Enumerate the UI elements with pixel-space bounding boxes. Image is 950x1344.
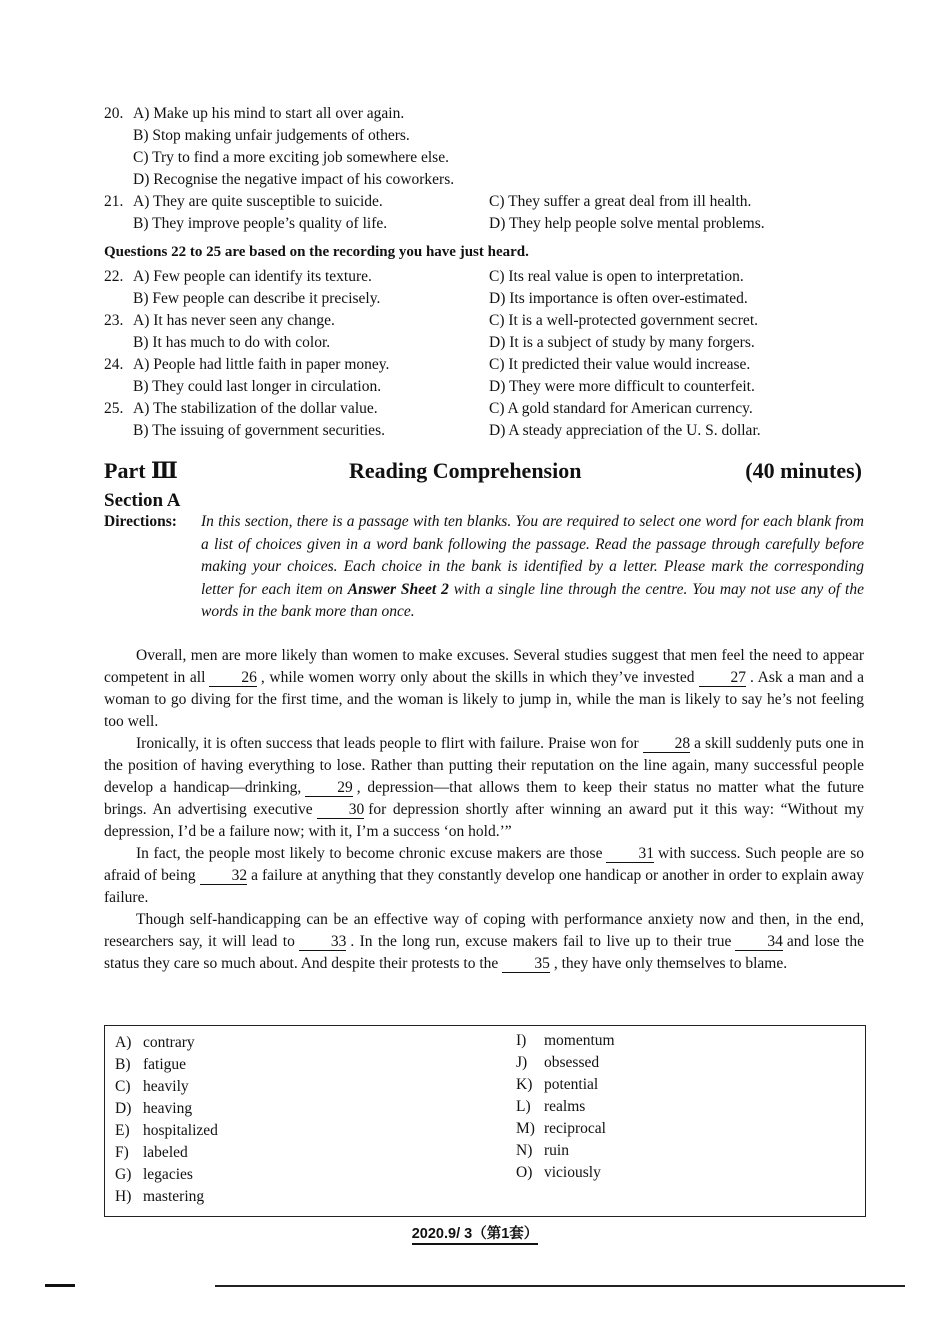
directions bbox=[104, 511, 864, 624]
choice-letter: H) bbox=[115, 1188, 132, 1205]
choice-letter: K) bbox=[516, 1076, 533, 1093]
option-a: A) They are quite susceptible to suicide. bbox=[133, 193, 383, 210]
answer-sheet-ref: Answer Sheet 2 bbox=[347, 580, 449, 598]
choice-letter: O) bbox=[516, 1164, 533, 1181]
page-footer bbox=[0, 1222, 950, 1243]
option-d: D) They help people solve mental problems. bbox=[489, 215, 765, 232]
choice-word: ruin bbox=[544, 1142, 569, 1159]
choice-letter: B) bbox=[115, 1056, 131, 1073]
word-bank-item bbox=[516, 1096, 615, 1118]
paragraph-1 bbox=[104, 645, 864, 733]
choice-word: labeled bbox=[143, 1144, 188, 1161]
option-d: D) It is a subject of study by many forgers. bbox=[489, 334, 755, 351]
word-bank-item bbox=[115, 1076, 218, 1098]
choice-letter: E) bbox=[115, 1122, 130, 1139]
question-21 bbox=[0, 191, 950, 235]
option-a: A) Make up his mind to start all over again. bbox=[133, 105, 405, 122]
word-bank-item bbox=[516, 1052, 615, 1074]
option-b: B) Few people can describe it precisely. bbox=[133, 290, 381, 307]
blank-32: 32 bbox=[200, 867, 248, 885]
option-a: A) It has never seen any change. bbox=[133, 312, 335, 329]
word-bank-right-column bbox=[516, 1030, 615, 1184]
question-number: 23. bbox=[104, 312, 124, 329]
text: for depression shortly after winning an award put it this way: “Without my depression, I’d be a failure now; with it, I’m a success ‘on hold.’” bbox=[104, 801, 865, 840]
word-bank-item bbox=[115, 1142, 218, 1164]
option-b: B) Stop making unfair judgements of others. bbox=[133, 127, 410, 144]
question-20 bbox=[0, 103, 950, 191]
option-d: D) They were more difficult to counterfeit. bbox=[489, 378, 755, 395]
blank-30: 30 bbox=[317, 801, 365, 819]
text: and lose the status they care so much about. And despite their protests to the bbox=[104, 933, 864, 972]
word-bank-item bbox=[115, 1054, 218, 1076]
word-bank-item bbox=[516, 1140, 615, 1162]
question-number: 22. bbox=[104, 268, 124, 285]
option-b: B) They could last longer in circulation. bbox=[133, 378, 382, 395]
option-c: C) A gold standard for American currency. bbox=[489, 400, 753, 417]
part-title: Reading Comprehension bbox=[349, 458, 582, 483]
directions-label: Directions: bbox=[104, 513, 177, 530]
word-bank-item bbox=[115, 1186, 218, 1208]
word-bank-item bbox=[516, 1118, 615, 1140]
option-c: C) Try to find a more exciting job somewhere else. bbox=[133, 149, 449, 166]
text: with success. Such people are so afraid of being bbox=[104, 845, 864, 884]
word-bank-item bbox=[115, 1098, 218, 1120]
section-title: Section A bbox=[104, 490, 181, 511]
choice-word: fatigue bbox=[143, 1056, 187, 1073]
word-bank-item bbox=[115, 1032, 218, 1054]
choice-letter: D) bbox=[115, 1100, 132, 1117]
scan-edge-mark bbox=[45, 1284, 75, 1287]
choice-letter: F) bbox=[115, 1144, 129, 1161]
option-c: C) It is a well-protected government secret. bbox=[489, 312, 758, 329]
choice-word: viciously bbox=[544, 1164, 601, 1181]
option-c: C) They suffer a great deal from ill health. bbox=[489, 193, 752, 210]
option-c: C) It predicted their value would increase. bbox=[489, 356, 751, 373]
option-a: A) Few people can identify its texture. bbox=[133, 268, 372, 285]
directions-text-part: In this section, there is a passage with ten blanks. You are required to select one word for each blank from a list of choices given in a word bank following the passage. Read the passage through carefully before making your choices. Each choice in the bank is identified by a letter. Please mark the corresponding letter for each item on bbox=[201, 513, 864, 598]
recording-note: Questions 22 to 25 are based on the recording you have just heard. bbox=[104, 244, 529, 260]
question-25 bbox=[0, 398, 950, 442]
blank-34: 34 bbox=[735, 933, 783, 951]
choice-word: heaving bbox=[143, 1100, 193, 1117]
blank-29: 29 bbox=[305, 779, 353, 797]
choice-word: legacies bbox=[143, 1166, 193, 1183]
blank-33: 33 bbox=[299, 933, 347, 951]
word-bank-item bbox=[516, 1162, 615, 1184]
word-bank-item bbox=[516, 1030, 615, 1052]
directions-text-part: with a single line through the centre. You may not use any of the words in the bank more than once. bbox=[201, 580, 864, 620]
word-bank-left-column bbox=[115, 1032, 218, 1208]
option-b: B) It has much to do with color. bbox=[133, 334, 331, 351]
blank-35: 35 bbox=[502, 955, 550, 973]
option-b: B) The issuing of government securities. bbox=[133, 422, 385, 439]
choice-letter: I) bbox=[516, 1032, 527, 1049]
part-label: Part Ⅲ bbox=[104, 458, 178, 483]
text: Though self-handicapping can be an effective way of coping with performance anxiety now and then, in the end, researchers say, it will lead to bbox=[104, 911, 864, 950]
choice-word: realms bbox=[544, 1098, 586, 1115]
paragraph-2 bbox=[104, 733, 864, 843]
word-bank bbox=[104, 1025, 866, 1217]
directions-text bbox=[201, 511, 864, 624]
choice-word: reciprocal bbox=[544, 1120, 606, 1137]
paragraph-4 bbox=[104, 909, 864, 975]
text: In fact, the people most likely to become chronic excuse makers are those bbox=[136, 845, 603, 862]
option-b: B) They improve people’s quality of life. bbox=[133, 215, 388, 232]
choice-letter: N) bbox=[516, 1142, 533, 1159]
choice-letter: C) bbox=[115, 1078, 131, 1095]
blank-26: 26 bbox=[209, 669, 257, 687]
question-number: 20. bbox=[104, 105, 124, 122]
choice-word: momentum bbox=[544, 1032, 615, 1049]
bottom-rule bbox=[215, 1285, 905, 1287]
text: Ironically, it is often success that leads people to flirt with failure. Praise won for bbox=[136, 735, 639, 752]
paragraph-3 bbox=[104, 843, 864, 909]
choice-word: heavily bbox=[143, 1078, 189, 1095]
text: a skill suddenly puts one in the position of having everything to lose. Rather than putting their reputation on the line again, many successful people develop a handicap—drinking, bbox=[104, 735, 864, 796]
option-a: A) People had little faith in paper money. bbox=[133, 356, 390, 373]
question-22 bbox=[0, 266, 950, 310]
word-bank-item bbox=[516, 1074, 615, 1096]
choice-word: contrary bbox=[143, 1034, 195, 1051]
choice-letter: M) bbox=[516, 1120, 535, 1137]
blank-27: 27 bbox=[699, 669, 747, 687]
option-d: D) Recognise the negative impact of his coworkers. bbox=[133, 171, 455, 188]
option-c: C) Its real value is open to interpretation. bbox=[489, 268, 744, 285]
text: Overall, men are more likely than women to make excuses. Several studies suggest that men feel the need to appear competent in all bbox=[104, 647, 864, 686]
question-number: 24. bbox=[104, 356, 124, 373]
page-label: 2020.9/ 3（第1套） bbox=[412, 1226, 539, 1245]
choice-word: mastering bbox=[143, 1188, 205, 1205]
blank-31: 31 bbox=[606, 845, 654, 863]
word-bank-item bbox=[115, 1164, 218, 1186]
choice-letter: J) bbox=[516, 1054, 528, 1071]
text: , they have only themselves to blame. bbox=[553, 955, 788, 972]
question-23 bbox=[0, 310, 950, 354]
option-d: D) A steady appreciation of the U. S. dollar. bbox=[489, 422, 761, 439]
part-time: (40 minutes) bbox=[745, 458, 862, 483]
text: a failure at anything that they constantly develop one handicap or another in order to explain away failure. bbox=[104, 867, 865, 906]
text: , depression—that allows them to keep their status no matter what the future brings. An advertising executive bbox=[104, 779, 865, 818]
choice-word: hospitalized bbox=[143, 1122, 218, 1139]
question-24 bbox=[0, 354, 950, 398]
blank-28: 28 bbox=[643, 735, 691, 753]
choice-letter: G) bbox=[115, 1166, 132, 1183]
text: . Ask a man and a woman to go diving for the first time, and the woman is likely to jump in, while the man is likely to say he’s not feeling too well. bbox=[104, 669, 864, 730]
word-bank-item bbox=[115, 1120, 218, 1142]
choice-word: potential bbox=[544, 1076, 599, 1093]
option-d: D) Its importance is often over-estimated. bbox=[489, 290, 748, 307]
option-a: A) The stabilization of the dollar value. bbox=[133, 400, 378, 417]
question-number: 25. bbox=[104, 400, 124, 417]
text: . In the long run, excuse makers fail to live up to their true bbox=[350, 933, 732, 950]
question-number: 21. bbox=[104, 193, 124, 210]
passage bbox=[104, 645, 864, 975]
choice-letter: L) bbox=[516, 1098, 531, 1115]
text: , while women worry only about the skills in which they’ve invested bbox=[260, 669, 695, 686]
part-header bbox=[104, 458, 862, 486]
choice-word: obsessed bbox=[544, 1054, 600, 1071]
choice-letter: A) bbox=[115, 1034, 132, 1051]
